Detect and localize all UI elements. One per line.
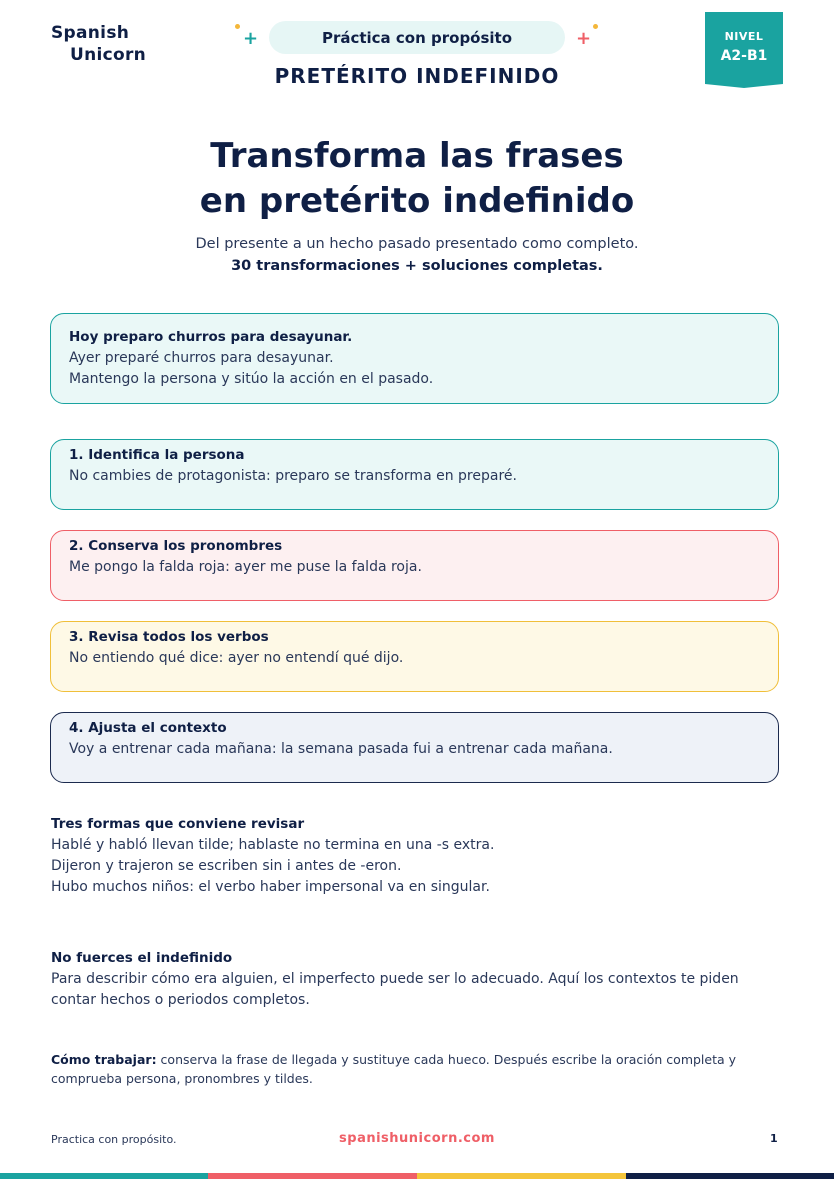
- footer-bar-yellow: [417, 1173, 626, 1179]
- how-label: Cómo trabajar:: [51, 1052, 157, 1067]
- step-title: 4. Ajusta el contexto: [69, 720, 227, 736]
- step-title: 1. Identifica la persona: [69, 447, 245, 463]
- example-line-1: Ayer preparé churros para desayunar.: [69, 350, 334, 366]
- step-box-1: [50, 439, 779, 510]
- step-box-3: [50, 621, 779, 692]
- lead-line-1: Del presente a un hecho pasado presentado como completo.: [195, 236, 639, 252]
- plus-icon: +: [576, 28, 592, 49]
- header-pill: [269, 21, 565, 54]
- step-text: No cambies de protagonista: preparo se transforma en preparé.: [69, 468, 517, 484]
- sparkle-dot-icon: [235, 24, 240, 29]
- main-title-line-2: en pretérito indefinido: [199, 181, 635, 221]
- step-text: No entiendo qué dice: ayer no entendí qué dijo.: [69, 650, 404, 666]
- level-value: A2-B1: [720, 48, 768, 64]
- footer-bar-navy: [626, 1173, 834, 1179]
- example-title: Hoy preparo churros para desayunar.: [69, 329, 353, 345]
- note-title: No fuerces el indefinido: [51, 950, 233, 966]
- step-title: 2. Conserva los pronombres: [69, 538, 283, 554]
- forms-line: Dijeron y trajeron se escriben sin i antes de -eron.: [51, 858, 402, 874]
- step-text: Me pongo la falda roja: ayer me puse la falda roja.: [69, 559, 422, 575]
- how-text: conserva la frase de llegada y sustituye cada hueco. Después escribe la oración completa y comprueba persona, pronombres y tildes.: [51, 1052, 737, 1086]
- header-pill-label: Práctica con propósito: [321, 28, 513, 47]
- main-title-line-1: Transforma las frases: [210, 136, 624, 176]
- example-box: [50, 313, 779, 404]
- main-title: [0, 134, 834, 224]
- footer-website-link[interactable]: spanishunicorn.com: [339, 1131, 495, 1146]
- brand-line-2: Unicorn: [70, 45, 147, 65]
- footer-bar-red: [208, 1173, 417, 1179]
- step-box-2: [50, 530, 779, 601]
- note-line-2: contar hechos o periodos completos.: [51, 992, 310, 1008]
- page-subtitle: PRETÉRITO INDEFINIDO: [274, 64, 560, 88]
- forms-section: [51, 814, 791, 898]
- step-text: Voy a entrenar cada mañana: la semana pasada fui a entrenar cada mañana.: [69, 741, 613, 757]
- step-box-4: [50, 712, 779, 783]
- how-to-work: [51, 1050, 771, 1088]
- note-line-1: Para describir cómo era alguien, el imperfecto puede ser lo adecuado. Aquí los contextos te piden: [51, 971, 739, 987]
- page-number: 1: [770, 1132, 778, 1145]
- forms-line: Hubo muchos niños: el verbo haber impersonal va en singular.: [51, 879, 490, 895]
- forms-title: Tres formas que conviene revisar: [51, 816, 305, 832]
- note-section: [51, 948, 791, 1011]
- step-title: 3. Revisa todos los verbos: [69, 629, 269, 645]
- brand-line-1: Spanish: [51, 23, 130, 43]
- level-badge: [705, 12, 783, 88]
- footer-bar-teal: [0, 1173, 208, 1179]
- plus-icon: +: [243, 28, 259, 49]
- level-label: NIVEL: [724, 30, 764, 43]
- footer-left: Practica con propósito.: [51, 1133, 177, 1146]
- example-line-2: Mantengo la persona y sitúo la acción en el pasado.: [69, 371, 434, 387]
- brand-logo: [51, 22, 146, 66]
- lead-line-2: 30 transformaciones + soluciones completas.: [231, 258, 603, 274]
- sparkle-dot-icon: [593, 24, 598, 29]
- lead-text: [0, 233, 834, 277]
- forms-line: Hablé y habló llevan tilde; hablaste no termina en una -s extra.: [51, 837, 495, 853]
